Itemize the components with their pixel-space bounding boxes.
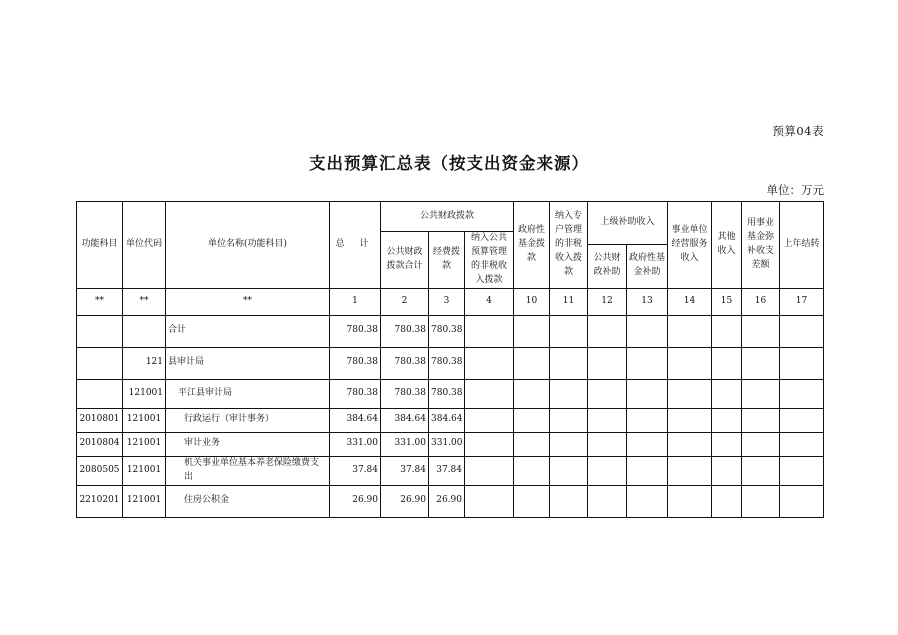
header-reserve-makeup: 用事业基金弥补收支差额 xyxy=(742,202,780,289)
unit-name-cell: 机关事业单位基本养老保险缴费支出 xyxy=(166,456,330,485)
unit-code-cell: 121001 xyxy=(123,408,166,432)
func-code-cell: 2080505 xyxy=(77,456,123,485)
index-row xyxy=(77,288,824,315)
table-row xyxy=(77,432,824,456)
index-cell: 13 xyxy=(627,288,668,315)
header-public-finance: 公共财政拨款 xyxy=(381,202,514,232)
header-unit-code: 单位代码 xyxy=(123,202,166,289)
index-cell: 16 xyxy=(742,288,780,315)
index-cell: 2 xyxy=(381,288,429,315)
unit-name-cell: 合计 xyxy=(166,315,330,347)
func-code-cell: 2010804 xyxy=(77,432,123,456)
unit-code-cell xyxy=(123,315,166,347)
func-code-cell: 2210201 xyxy=(77,485,123,517)
header-superior-subsidy: 上级补助收入 xyxy=(588,202,668,245)
header-gov-fund-subsidy: 政府性基金补助 xyxy=(627,244,668,288)
funds-cell: 780.38 xyxy=(429,315,465,347)
public-finance-total-cell: 780.38 xyxy=(381,347,429,379)
total-cell: 331.00 xyxy=(330,432,381,456)
header-public-finance-total: 公共财政拨款合计 xyxy=(381,232,429,289)
header-nontax-budget: 纳入公共预算管理的非税收入拨款 xyxy=(465,232,514,289)
unit-code-cell: 121001 xyxy=(123,379,166,408)
unit-name-cell: 审计业务 xyxy=(166,432,330,456)
header-business-income: 事业单位经营服务收入 xyxy=(668,202,712,289)
budget-table xyxy=(76,201,824,518)
public-finance-total-cell: 331.00 xyxy=(381,432,429,456)
total-cell: 384.64 xyxy=(330,408,381,432)
header-special-nontax: 纳入专户管理的非税收入拨款 xyxy=(550,202,588,289)
header-carryover: 上年结转 xyxy=(780,202,824,289)
page-title: 支出预算汇总表（按支出资金来源） xyxy=(309,154,589,173)
unit-name-cell: 县审计局 xyxy=(166,347,330,379)
index-cell: 14 xyxy=(668,288,712,315)
index-cell: 12 xyxy=(588,288,627,315)
unit-label: 单位：万元 xyxy=(766,183,824,197)
index-cell: 4 xyxy=(465,288,514,315)
index-cell: ** xyxy=(77,288,123,315)
total-cell: 780.38 xyxy=(330,347,381,379)
funds-cell: 37.84 xyxy=(429,456,465,485)
header-row-1 xyxy=(77,202,824,232)
unit-code-cell: 121001 xyxy=(123,456,166,485)
total-cell: 780.38 xyxy=(330,379,381,408)
table-row xyxy=(77,456,824,485)
index-cell: 1 xyxy=(330,288,381,315)
func-code-cell: 2010801 xyxy=(77,408,123,432)
unit-code-cell: 121001 xyxy=(123,432,166,456)
func-code-cell xyxy=(77,315,123,347)
index-cell: 10 xyxy=(514,288,550,315)
unit-name-cell: 行政运行（审计事务） xyxy=(166,408,330,432)
public-finance-total-cell: 780.38 xyxy=(381,315,429,347)
funds-cell: 331.00 xyxy=(429,432,465,456)
table-row xyxy=(77,408,824,432)
func-code-cell xyxy=(77,379,123,408)
funds-cell: 780.38 xyxy=(429,347,465,379)
public-finance-total-cell: 37.84 xyxy=(381,456,429,485)
total-cell: 780.38 xyxy=(330,315,381,347)
header-gov-fund: 政府性基金拨款 xyxy=(514,202,550,289)
public-finance-total-cell: 384.64 xyxy=(381,408,429,432)
header-other-income: 其他收入 xyxy=(712,202,742,289)
header-funds: 经费拨款 xyxy=(429,232,465,289)
unit-code-cell: 121 xyxy=(123,347,166,379)
public-finance-total-cell: 780.38 xyxy=(381,379,429,408)
total-cell: 26.90 xyxy=(330,485,381,517)
header-total: 总 计 xyxy=(330,202,381,289)
unit-code-cell: 121001 xyxy=(123,485,166,517)
table-row xyxy=(77,347,824,379)
header-func-code: 功能科目 xyxy=(77,202,123,289)
index-cell: 15 xyxy=(712,288,742,315)
index-cell: 11 xyxy=(550,288,588,315)
total-cell: 37.84 xyxy=(330,456,381,485)
funds-cell: 780.38 xyxy=(429,379,465,408)
table-row xyxy=(77,315,824,347)
unit-name-cell: 平江县审计局 xyxy=(166,379,330,408)
form-number: 预算04表 xyxy=(772,124,824,138)
header-public-finance-subsidy: 公共财政补助 xyxy=(588,244,627,288)
unit-name-cell: 住房公积金 xyxy=(166,485,330,517)
index-cell: 3 xyxy=(429,288,465,315)
index-cell: ** xyxy=(123,288,166,315)
funds-cell: 26.90 xyxy=(429,485,465,517)
public-finance-total-cell: 26.90 xyxy=(381,485,429,517)
func-code-cell xyxy=(77,347,123,379)
funds-cell: 384.64 xyxy=(429,408,465,432)
index-cell: ** xyxy=(166,288,330,315)
header-unit-name: 单位名称(功能科目) xyxy=(166,202,330,289)
table-row xyxy=(77,485,824,517)
table-row xyxy=(77,379,824,408)
index-cell: 17 xyxy=(780,288,824,315)
